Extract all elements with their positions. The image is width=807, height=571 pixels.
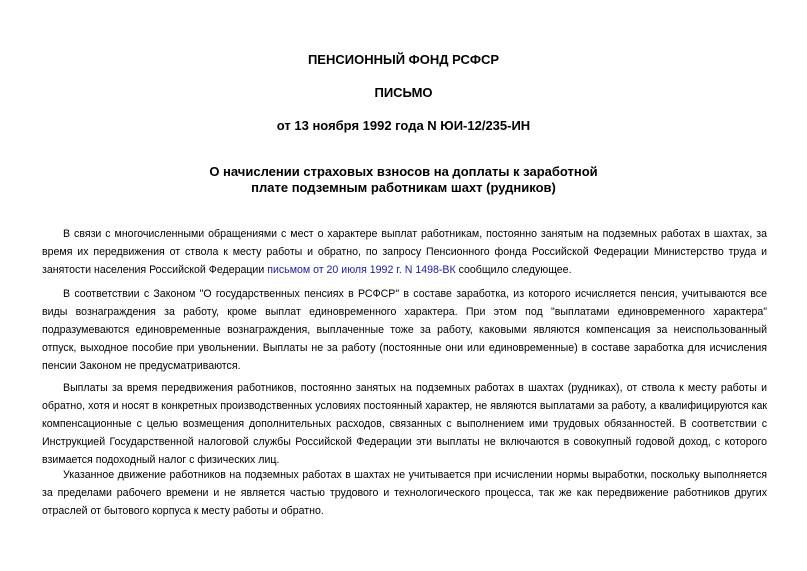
organization-heading: ПЕНСИОННЫЙ ФОНД РСФСР <box>307 52 500 67</box>
document-date-number: от 13 ноября 1992 года N ЮИ-12/235-ИН <box>276 118 531 133</box>
paragraph-1 <box>42 225 767 279</box>
document-title-line-1: О начислении страховых взносов на доплаты к заработной <box>209 164 598 179</box>
paragraph-3: Выплаты за время передвижения работников, постоянно занятых на подземных работах в шахтах (рудниках), от ствола к месту работы и обратно, хотя и носят в конкретных производственных условиях постоянный характер, не являются выплатами за работу, а квалифицируются как компенсационные с целью возмещения дополнительных расходов, связанных с выполнением ими трудовых обязанностей. В соответствии с Инструкцией Государственной налоговой службы Российской Федерации эти выплаты не включаются в совокупный годовой доход, с которого взимается подоходный налог с физических лиц. <box>42 382 767 466</box>
paragraph-2: В соответствии с Законом "О государственных пенсиях в РСФСР" в составе заработка, из которого исчисляется пенсия, учитываются все виды вознаграждения за работу, кроме выплат единовременного характера. При этом под "выплатами единовременного характера" подразумеваются единовременные вознаграждения, выплаченные тоже за работу, каковыми являются компенсация за неиспользованный отпуск, выходное пособие при увольнении. Выплаты не за работу (постоянные они или единовременные) в составе заработка для исчисления пенсии Законом не предусматриваются. <box>42 288 767 372</box>
referenced-letter-link[interactable]: письмом от 20 июля 1992 г. N 1498-ВК <box>267 264 456 276</box>
document-title-line-2: плате подземным работникам шахт (рудников) <box>251 180 556 195</box>
paragraph-1-text-start: В связи с многочисленными обращениями с мест о характере выплат работникам, постоянно занятым на подземных работах в шахтах, за время их передвижения от ствола к месту работы и обратно, по запросу Пенсионного фонда Российской Федерации Министерство труда и занятости населения Российской Федерации <box>42 228 767 276</box>
paragraph-4: Указанное движение работников на подземных работах в шахтах не учитывается при исчислении нормы выработки, поскольку выполняется за пределами рабочего времени и не является частью трудового и технологического процесса, так же как передвижение работников других отраслей от бытового корпуса к месту работы и обратно. <box>42 469 767 517</box>
document-type-heading: ПИСЬМО <box>374 85 433 100</box>
document-title <box>0 164 807 196</box>
paragraph-1-text-end: сообщило следующее. <box>455 264 572 276</box>
